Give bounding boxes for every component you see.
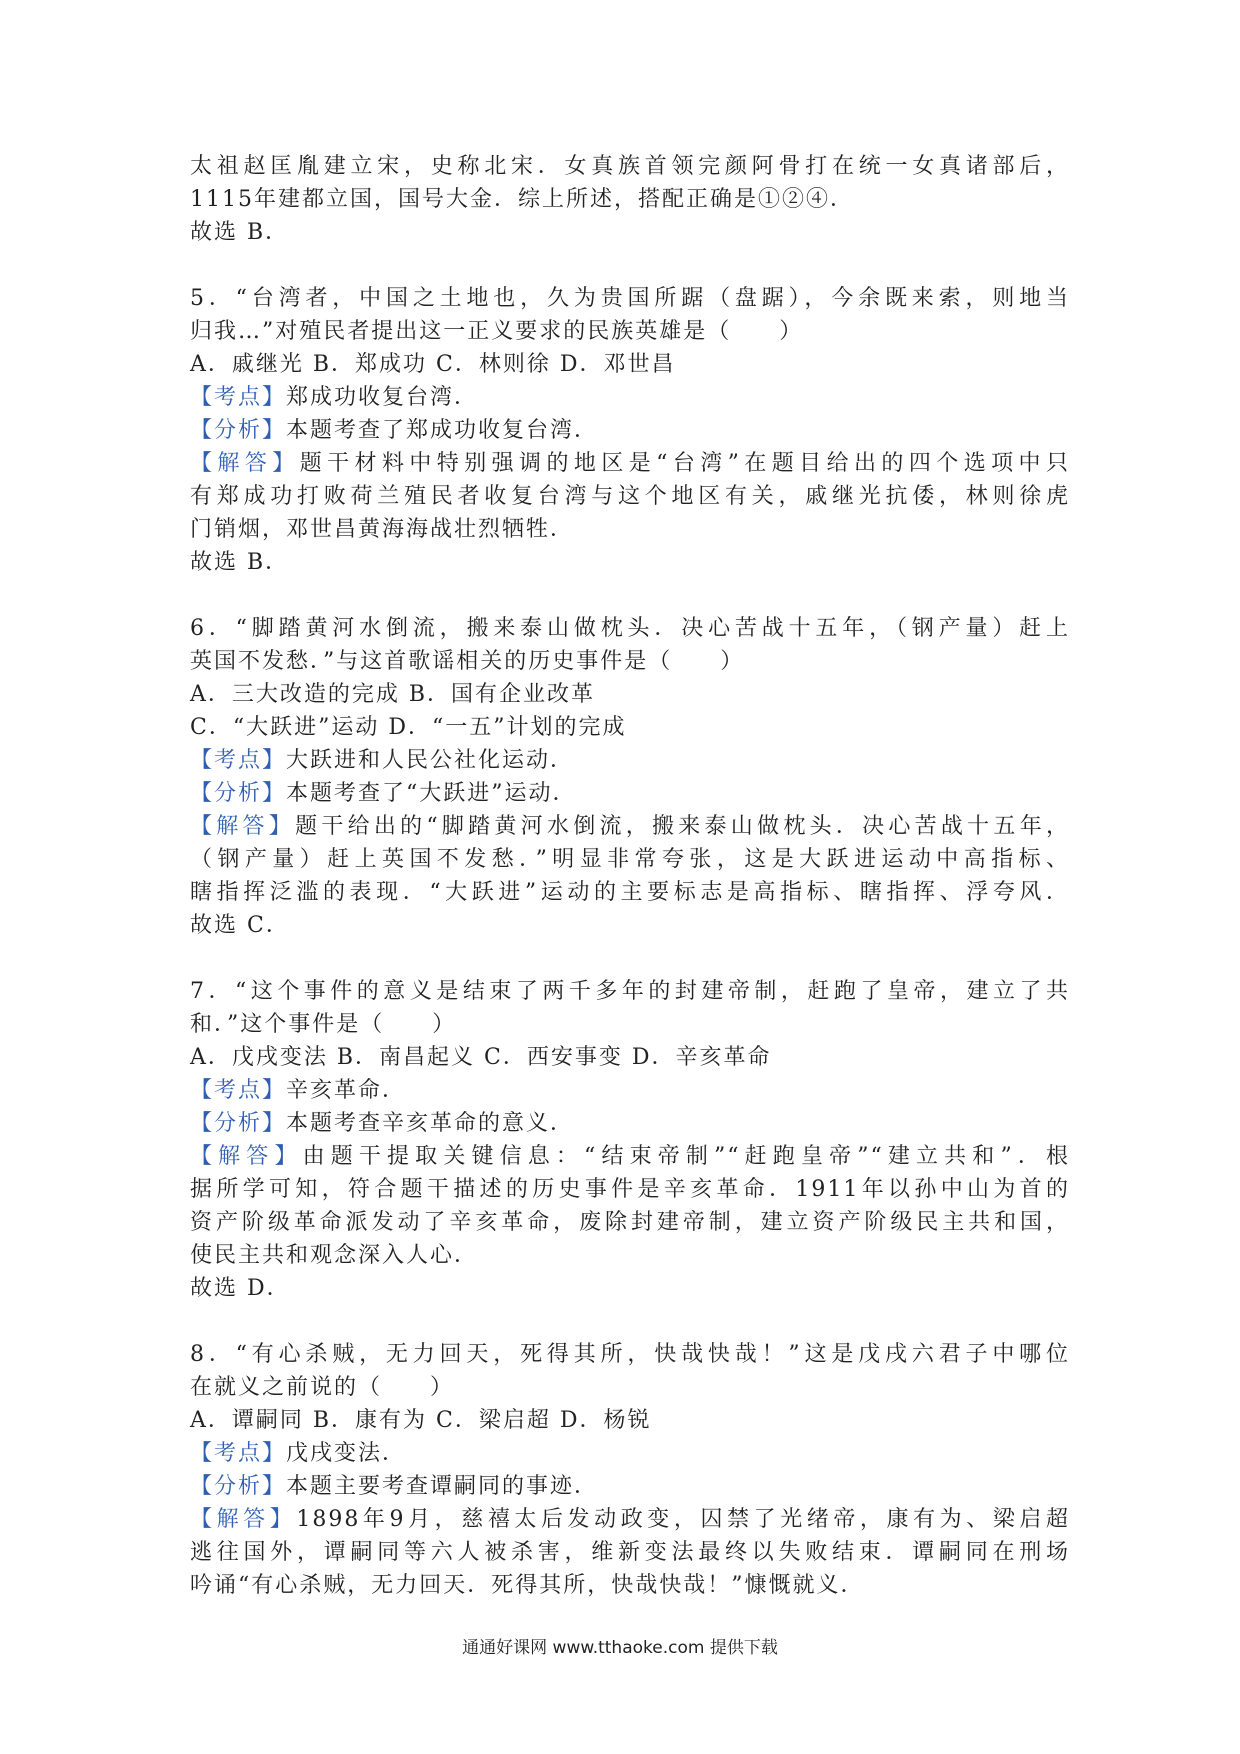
annotated-line <box>190 447 1070 480</box>
text-line: 8．“有心杀贼，无力回天，死得其所，快哉快哉！”这是戊戌六君子中哪位 <box>190 1342 1070 1367</box>
text-line: 5．“台湾者，中国之土地也，久为贵国所踞（盘踞），今余既来索，则地当 <box>190 286 1070 311</box>
annotated-line <box>190 1437 1070 1470</box>
annotated-line <box>190 810 1070 843</box>
line-text: 大跃进和人民公社化运动． <box>286 748 575 773</box>
section-tag-label: 分析 <box>214 1474 263 1499</box>
section-tag-label: 考点 <box>214 385 263 410</box>
text-line: 故选 D． <box>190 1276 291 1301</box>
text-line: 有郑成功打败荷兰殖民者收复台湾与这个地区有关，戚继光抗倭，林则徐虎 <box>190 484 1070 509</box>
text-line: 1115年建都立国，国号大金．综上所述，搭配正确是①②④． <box>190 187 854 212</box>
section-tag: 【分析】 <box>190 418 287 443</box>
section-tag: 【考点】 <box>190 1078 287 1103</box>
text-line: 故选 C． <box>190 913 290 938</box>
section-tag-label: 考点 <box>214 748 263 773</box>
line-text: 本题考查了郑成功收复台湾． <box>286 418 599 443</box>
line-text: 本题考查辛亥革命的意义． <box>286 1111 575 1136</box>
section-tag: 【分析】 <box>190 781 287 806</box>
section-tag: 【分析】 <box>190 1111 287 1136</box>
section-tag-label: 分析 <box>214 418 263 443</box>
text-line: A．戊戌变法 B．南昌起义 C．西安事变 D．辛亥革命 <box>190 1045 772 1070</box>
text-line: 7．“这个事件的意义是结束了两千多年的封建帝制，赶跑了皇帝，建立了共 <box>190 979 1070 1004</box>
paragraph-gap <box>190 579 1070 612</box>
section-tag: 【解答】 <box>190 814 296 839</box>
annotated-line <box>190 777 1070 810</box>
text-line: 使民主共和观念深入人心． <box>190 1243 479 1268</box>
section-tag-label: 考点 <box>214 1078 263 1103</box>
section-tag-label: 考点 <box>214 1441 263 1466</box>
annotated-line <box>190 381 1070 414</box>
page-footer: 通通好课网 www.tthaoke.com 提供下载 <box>462 1638 778 1658</box>
annotated-line <box>190 1074 1070 1107</box>
text-line: 吟诵“有心杀贼，无力回天．死得其所，快哉快哉！”慷慨就义． <box>190 1573 865 1598</box>
text-line: 瞎指挥泛滥的表现．“大跃进”运动的主要标志是高指标、瞎指挥、浮夸风． <box>190 880 1070 905</box>
text-line: 资产阶级革命派发动了辛亥革命，废除封建帝制，建立资产阶级民主共和国， <box>190 1210 1070 1235</box>
section-tag-label: 分析 <box>214 1111 263 1136</box>
document-body <box>190 150 1070 1602</box>
text-line: （钢产量）赶上英国不发愁．”明显非常夸张，这是大跃进运动中高指标、 <box>190 847 1070 872</box>
section-tag: 【考点】 <box>190 385 287 410</box>
text-line: A．戚继光 B．郑成功 C．林则徐 D．邓世昌 <box>190 352 676 377</box>
text-line: 在就义之前说的（ ） <box>190 1375 455 1400</box>
line-text: 本题主要考查谭嗣同的事迹． <box>286 1474 599 1499</box>
section-tag: 【解答】 <box>190 1507 297 1532</box>
line-text: 本题考查了“大跃进”运动． <box>286 781 577 806</box>
text-line: 故选 B． <box>190 220 290 245</box>
annotated-line <box>190 1140 1070 1173</box>
section-tag: 【考点】 <box>190 1441 287 1466</box>
section-tag-label: 解答 <box>217 451 273 476</box>
text-line: 和．”这个事件是（ ） <box>190 1012 457 1037</box>
annotated-line <box>190 1503 1070 1536</box>
section-tag-label: 分析 <box>214 781 263 806</box>
text-line: A．三大改造的完成 B．国有企业改革 <box>190 682 596 707</box>
section-tag-label: 解答 <box>216 814 269 839</box>
section-tag-label: 解答 <box>218 1144 275 1169</box>
section-tag: 【分析】 <box>190 1474 287 1499</box>
paragraph-gap <box>190 249 1070 282</box>
text-line: 门销烟，邓世昌黄海海战壮烈牺牲． <box>190 517 575 542</box>
text-line: 归我…”对殖民者提出这一正义要求的民族英雄是（ ） <box>190 319 804 344</box>
section-tag: 【解答】 <box>190 1144 303 1169</box>
paragraph-gap <box>190 1305 1070 1338</box>
annotated-line <box>190 1470 1070 1503</box>
section-tag: 【解答】 <box>190 451 300 476</box>
annotated-line <box>190 414 1070 447</box>
section-tag: 【考点】 <box>190 748 287 773</box>
text-line: 故选 B． <box>190 550 290 575</box>
line-text: 题干材料中特别强调的地区是“台湾”在题目给出的四个选项中只 <box>299 451 1070 476</box>
annotated-line <box>190 744 1070 777</box>
line-text: 辛亥革命． <box>286 1078 407 1103</box>
section-tag-label: 解答 <box>216 1507 270 1532</box>
line-text: 题干给出的“脚踏黄河水倒流，搬来泰山做枕头．决心苦战十五年， <box>295 814 1070 839</box>
text-line: 英国不发愁．”与这首歌谣相关的历史事件是（ ） <box>190 649 745 674</box>
line-text: 由题干提取关键信息：“结束帝制”“赶跑皇帝”“建立共和”．根 <box>302 1144 1070 1169</box>
text-line: 6．“脚踏黄河水倒流，搬来泰山做枕头．决心苦战十五年，（钢产量）赶上 <box>190 616 1070 641</box>
annotated-line <box>190 1107 1070 1140</box>
text-line: 逃往国外，谭嗣同等六人被杀害，维新变法最终以失败结束．谭嗣同在刑场 <box>190 1540 1070 1565</box>
line-text: 戊戌变法． <box>286 1441 407 1466</box>
text-line: C．“大跃进”运动 D．“一五”计划的完成 <box>190 715 627 740</box>
text-line: 据所学可知，符合题干描述的历史事件是辛亥革命．1911年以孙中山为首的 <box>190 1177 1070 1202</box>
line-text: 郑成功收复台湾． <box>286 385 479 410</box>
paragraph-gap <box>190 942 1070 975</box>
text-line: 太祖赵匡胤建立宋，史称北宋．女真族首领完颜阿骨打在统一女真诸部后， <box>190 154 1070 179</box>
line-text: 1898年9月，慈禧太后发动政变，囚禁了光绪帝，康有为、梁启超 <box>296 1507 1070 1532</box>
text-line: A．谭嗣同 B．康有为 C．梁启超 D．杨锐 <box>190 1408 652 1433</box>
